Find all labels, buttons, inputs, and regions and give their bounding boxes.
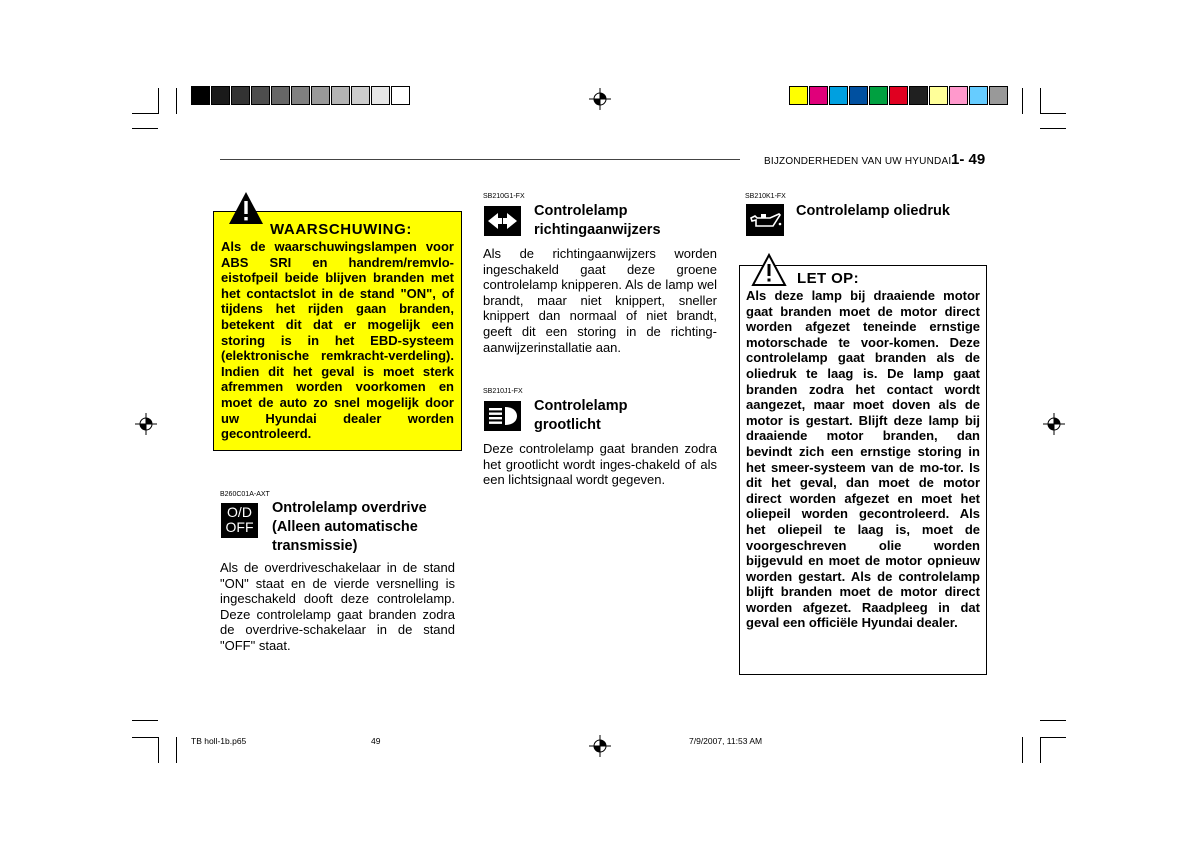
color-swatch <box>829 86 848 105</box>
color-swatch <box>391 86 410 105</box>
footer-timestamp: 7/9/2007, 11:53 AM <box>689 736 763 746</box>
color-swatch <box>929 86 948 105</box>
overdrive-title: Ontrolelamp overdrive (Alleen automatische transmissie) <box>272 500 427 554</box>
warning-text: Als de waarschuwingslampen voor ABS SRI en handrem/remvlo-eistofpeil beide blijven branden met het contactslot in de stand "ON", of tijdens het rijden gaan branden, betekent dit dat er mogelijk een storing is in het EBD-systeem (elektronische remkracht-verdeling). Indien dit het geval is moet sterk afremmen worden voorkomen en moet de auto zo snel mogelijk door uw Hyundai dealer worden gecontroleerd. <box>221 239 454 442</box>
color-swatch <box>849 86 868 105</box>
page-number: 1- 49 <box>951 151 986 168</box>
color-swatch <box>869 86 888 105</box>
color-swatch <box>889 86 908 105</box>
section-code: SB210J1-FX <box>483 388 523 395</box>
color-swatch <box>809 86 828 105</box>
warning-triangle-icon <box>228 191 264 225</box>
section-code: SB210K1-FX <box>745 193 786 200</box>
caution-title: LET OP: <box>797 270 859 287</box>
icon-line-od: O/D <box>227 504 252 520</box>
color-swatch <box>969 86 988 105</box>
color-swatch <box>789 86 808 105</box>
high-beam-title: Controlelamp grootlicht <box>534 398 628 433</box>
color-swatch <box>211 86 230 105</box>
overdrive-off-icon <box>221 503 258 538</box>
high-beam-icon-box <box>484 401 521 431</box>
color-swatches <box>789 86 1009 105</box>
color-swatch <box>989 86 1008 105</box>
color-swatch <box>331 86 350 105</box>
color-swatch <box>949 86 968 105</box>
registration-mark-icon <box>135 413 157 435</box>
caution-text: Als deze lamp bij draaiende motor gaat branden moet de motor direct worden afgezet teneinde ernstige motorschade te voor-komen. Deze controlelamp gaat branden als de oliedruk te laag is. De lamp gaat branden zodra het contact wordt aangezet, maar moet doven als de motor is gestart. Blijft deze lamp bij draaiende motor branden, dan bevindt zich een ernstige storing in het smeer-systeem van de mo-tor. Is dit het geval, dan moet de motor direct worden afgezet en moet het oliepeil worden gecontroleerd. Als het oliepeil te laag is, moet de voorgeschreven olie worden bijgevuld en moet de motor opnieuw worden gestart. Als de controlelamp blijft branden moet de motor direct worden afgezet. Raadpleeg in dat geval een officiële Hyundai dealer. <box>746 288 980 631</box>
icon-line-off: OFF <box>225 519 254 535</box>
color-swatch <box>909 86 928 105</box>
header-rule <box>220 159 740 160</box>
section-code: SB210G1-FX <box>483 193 525 200</box>
registration-mark-icon <box>1043 413 1065 435</box>
footer-page: 49 <box>371 736 381 746</box>
color-swatch <box>371 86 390 105</box>
oil-pressure-title: Controlelamp oliedruk <box>796 203 950 219</box>
color-swatch <box>271 86 290 105</box>
high-beam-icon <box>484 401 521 431</box>
color-swatch <box>251 86 270 105</box>
footer-file: TB holl-1b.p65 <box>191 736 247 746</box>
caution-triangle-icon <box>751 253 787 287</box>
color-swatch <box>351 86 370 105</box>
color-swatch <box>231 86 250 105</box>
section-code: B260C01A-AXT <box>220 491 270 498</box>
oil-pressure-icon-box <box>746 204 784 236</box>
color-swatch <box>291 86 310 105</box>
color-swatch <box>311 86 330 105</box>
grayscale-swatches <box>191 86 411 105</box>
section-header: BIJZONDERHEDEN VAN UW HYUNDAI <box>764 156 952 167</box>
registration-mark-icon <box>589 735 611 757</box>
overdrive-text: Als de overdriveschakelaar in de stand "ON" staat en de vierde versnelling is ingeschakeld dooft deze controlelamp. Deze controlelamp gaat branden zodra de overdrive-schakelaar in de stand "OFF" staat. <box>220 560 455 653</box>
warning-title: WAARSCHUWING: <box>270 221 412 238</box>
turn-signal-icon <box>484 206 521 236</box>
high-beam-text: Deze controlelamp gaat branden zodra het grootlicht wordt inges-chakeld of als een lichtsignaal wordt gegeven. <box>483 441 717 488</box>
color-swatch <box>191 86 210 105</box>
turn-signal-text: Als de richtingaanwijzers worden ingeschakeld gaat deze groene controlelamp knipperen. Als de lamp wel brandt, maar niet knippert, sneller knippert dan normaal of niet brandt, geeft dit een storing in de richting-aanwijzerinstallatie aan. <box>483 246 717 355</box>
turn-signal-arrows-icon <box>484 206 521 236</box>
registration-mark-icon <box>589 88 611 110</box>
oil-can-icon <box>746 204 784 236</box>
turn-signal-title: Controlelamp richtingaanwijzers <box>534 203 661 238</box>
